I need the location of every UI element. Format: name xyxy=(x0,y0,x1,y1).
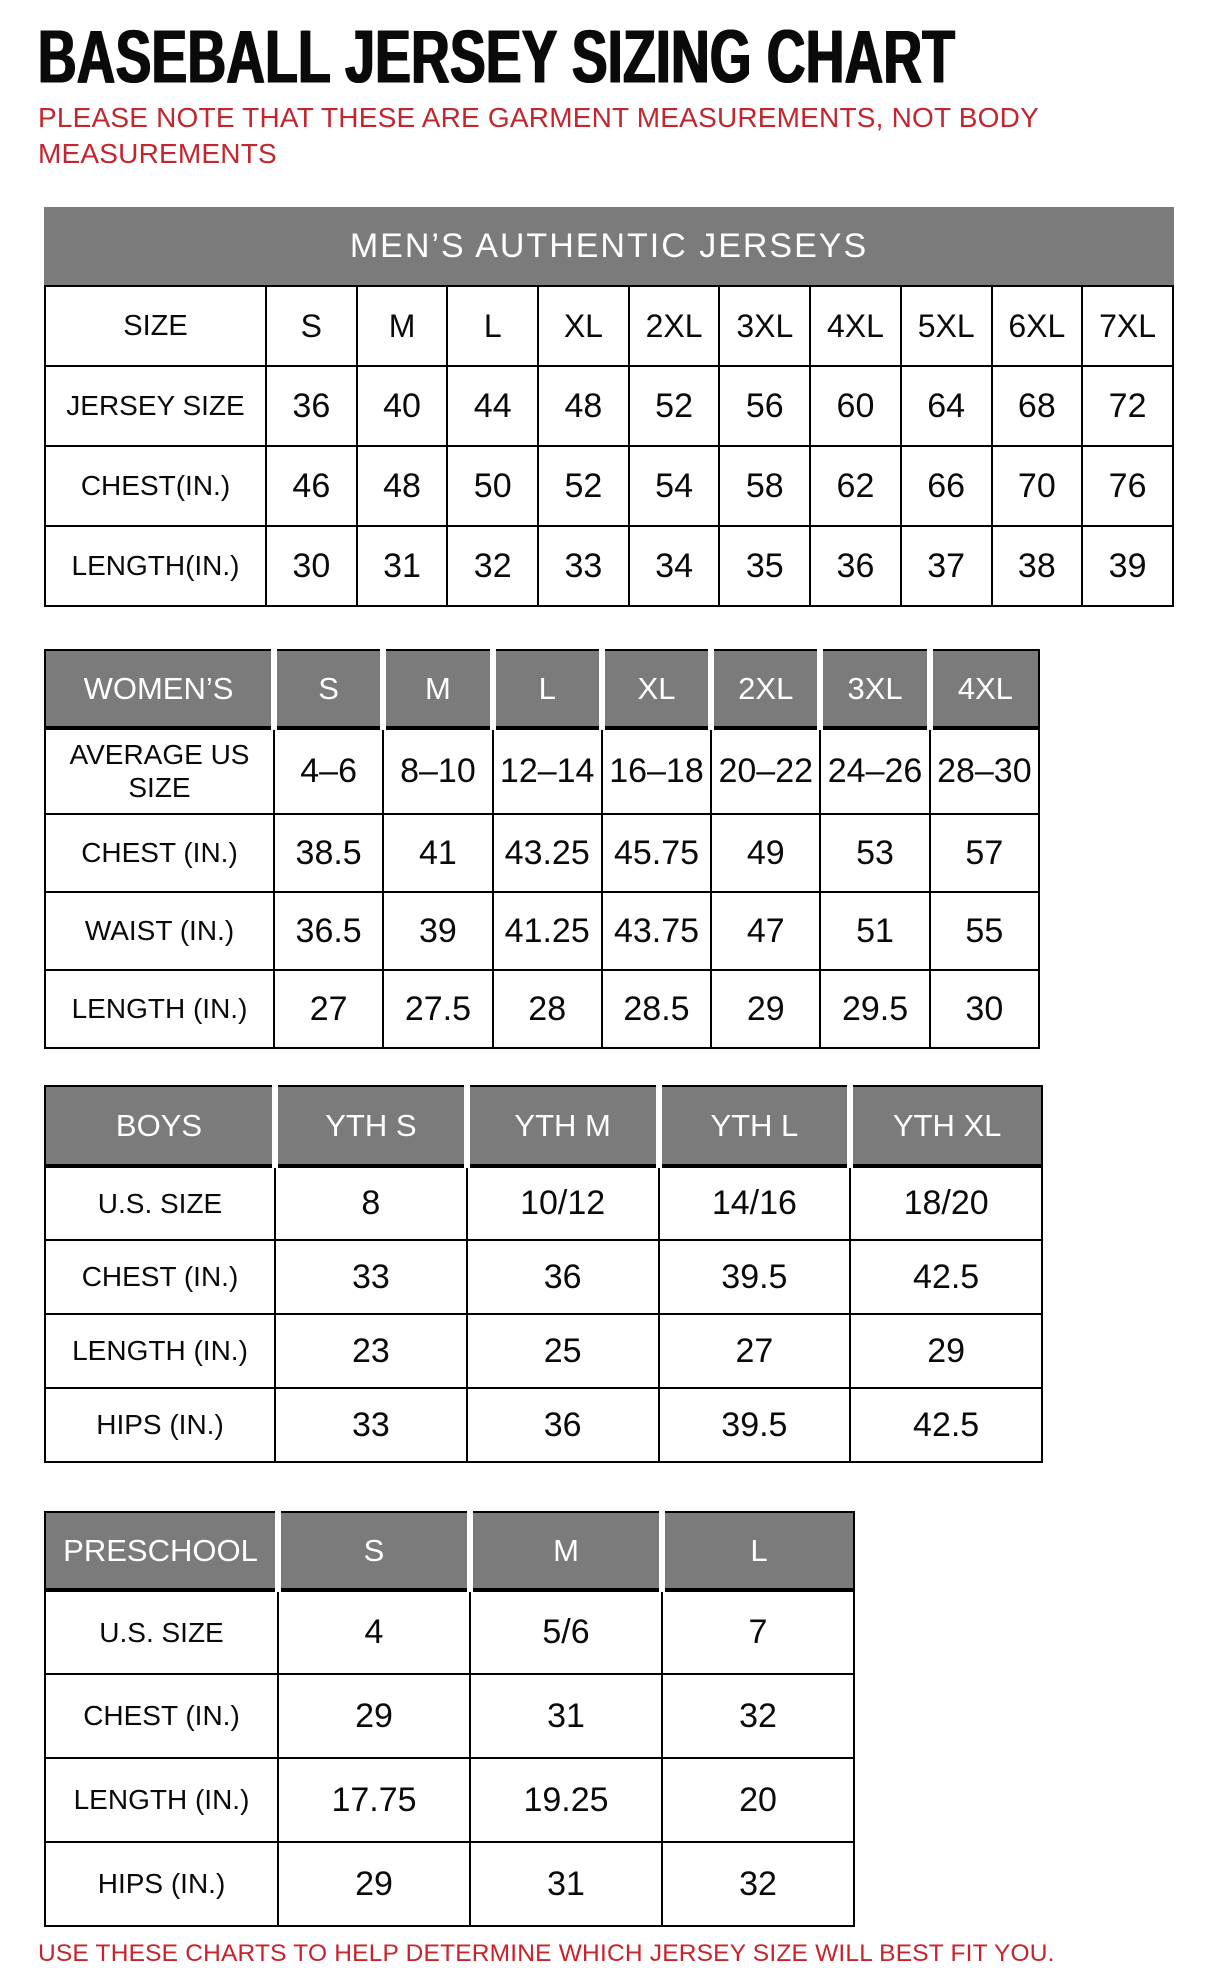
value-cell xyxy=(278,1842,470,1926)
value-cell xyxy=(629,526,720,606)
value-cell-text: 36 xyxy=(836,546,875,585)
value-cell xyxy=(470,1842,662,1926)
value-cell-text: 29 xyxy=(355,1696,393,1735)
value-cell xyxy=(493,814,602,892)
value-cell-text: 68 xyxy=(1017,386,1056,425)
garment-measurements-note: PLEASE NOTE THAT THESE ARE GARMENT MEASUREMENTS, NOT BODY MEASUREMENTS xyxy=(38,102,1039,169)
row-label-cell-text: CHEST(IN.) xyxy=(80,470,231,502)
value-cell-text: 36 xyxy=(543,1257,582,1296)
size-header-cell-text: XL xyxy=(637,670,676,706)
size-header-row xyxy=(45,650,1039,728)
value-cell-text: 36 xyxy=(292,386,331,425)
value-cell-text: 12–14 xyxy=(499,752,595,791)
size-header-row xyxy=(45,1086,1042,1166)
value-cell xyxy=(467,1240,659,1314)
value-cell-text: 4 xyxy=(364,1613,384,1652)
value-cell-text: 8 xyxy=(361,1184,381,1223)
value-cell-text: 48 xyxy=(564,386,603,425)
value-cell-text: XL xyxy=(563,307,603,344)
value-cell-text: 72 xyxy=(1108,386,1147,425)
value-cell-text: 57 xyxy=(965,833,1004,872)
value-cell-text: 39 xyxy=(419,911,457,950)
size-header-cell-text: M xyxy=(553,1532,579,1568)
value-cell-text: 20 xyxy=(739,1780,777,1819)
value-cell-text: 48 xyxy=(383,466,421,505)
row-label-cell xyxy=(45,970,274,1048)
row-label-cell xyxy=(45,1674,278,1758)
value-cell xyxy=(810,526,901,606)
value-cell xyxy=(901,366,992,446)
size-header-cell-text: YTH XL xyxy=(892,1107,1002,1143)
row-label-cell-text: WAIST (IN.) xyxy=(84,915,235,947)
measurement-row xyxy=(45,1674,854,1758)
value-cell-text: 64 xyxy=(927,386,966,425)
size-header-cell xyxy=(602,650,711,728)
value-cell xyxy=(711,892,820,970)
value-cell-text: 32 xyxy=(473,546,512,585)
value-cell xyxy=(1082,286,1173,366)
value-cell xyxy=(278,1590,470,1674)
value-cell xyxy=(930,814,1039,892)
value-cell-text: 19.25 xyxy=(523,1780,609,1819)
measurement-row xyxy=(45,1590,854,1674)
value-cell xyxy=(901,286,992,366)
value-cell-text: L xyxy=(483,307,502,344)
value-cell xyxy=(602,728,711,814)
value-cell xyxy=(930,728,1039,814)
size-header-cell xyxy=(662,1512,854,1590)
value-cell-text: 27.5 xyxy=(404,989,472,1028)
row-label-cell xyxy=(45,1314,275,1388)
value-cell-text: 31 xyxy=(383,546,421,585)
value-cell xyxy=(992,366,1083,446)
value-cell-text: 38.5 xyxy=(295,833,362,872)
value-cell-text: 36 xyxy=(543,1405,582,1444)
group-label-cell xyxy=(45,1086,275,1166)
value-cell-text: 33 xyxy=(351,1257,390,1296)
size-header-row xyxy=(45,1512,854,1590)
size-header-cell-text: 3XL xyxy=(847,670,903,706)
row-label-cell-text: AVERAGE US SIZE xyxy=(69,739,250,803)
value-cell-text: 29 xyxy=(927,1331,966,1370)
value-cell xyxy=(493,970,602,1048)
value-cell-text: 33 xyxy=(351,1405,390,1444)
value-cell-text: 30 xyxy=(292,546,331,585)
value-cell-text: 25 xyxy=(543,1331,582,1370)
value-cell-text: 5XL xyxy=(917,307,975,344)
row-label-cell-text: LENGTH (IN.) xyxy=(71,993,248,1025)
value-cell-text: 8–10 xyxy=(400,752,476,791)
value-cell-text: S xyxy=(300,307,323,344)
value-cell-text: 49 xyxy=(746,833,785,872)
value-cell-text: 39.5 xyxy=(721,1405,788,1444)
value-cell xyxy=(274,892,383,970)
value-cell-text: 70 xyxy=(1017,466,1056,505)
value-cell xyxy=(447,526,538,606)
row-label-cell-text: LENGTH (IN.) xyxy=(73,1784,250,1816)
value-cell-text: 53 xyxy=(856,833,894,872)
value-cell-text: 66 xyxy=(927,466,966,505)
row-label-cell xyxy=(45,1166,275,1240)
row-label-cell xyxy=(45,1758,278,1842)
size-header-cell-text: S xyxy=(318,670,339,706)
value-cell-text: 31 xyxy=(547,1864,585,1903)
row-label-cell-text: HIPS (IN.) xyxy=(97,1868,226,1900)
value-cell-text: 16–18 xyxy=(609,752,704,791)
group-label-cell-text: BOYS xyxy=(115,1107,203,1143)
size-header-cell-text: YTH S xyxy=(325,1107,417,1143)
value-cell-text: 52 xyxy=(564,466,603,505)
value-cell-text: 6XL xyxy=(1008,307,1066,344)
value-cell xyxy=(719,446,810,526)
value-cell-text: 28–30 xyxy=(937,752,1032,791)
value-cell xyxy=(383,970,492,1048)
size-header-cell-text: YTH L xyxy=(710,1107,799,1143)
row-label-cell xyxy=(45,526,266,606)
value-cell-text: 38 xyxy=(1017,546,1056,585)
value-cell xyxy=(850,1388,1042,1462)
value-cell xyxy=(538,286,629,366)
measurement-row xyxy=(45,286,1173,366)
value-cell xyxy=(357,526,448,606)
value-cell xyxy=(493,728,602,814)
size-header-cell xyxy=(711,650,820,728)
value-cell xyxy=(820,728,929,814)
value-cell xyxy=(278,1758,470,1842)
value-cell xyxy=(629,366,720,446)
value-cell xyxy=(659,1314,851,1388)
value-cell xyxy=(538,526,629,606)
value-cell-text: 51 xyxy=(856,911,894,950)
page-title xyxy=(0,0,1220,100)
value-cell xyxy=(719,366,810,446)
value-cell-text: 42.5 xyxy=(913,1257,980,1296)
page-title-text: BASEBALL JERSEY SIZING CHART xyxy=(38,15,956,100)
value-cell-text: 41.25 xyxy=(504,911,590,950)
value-cell xyxy=(850,1240,1042,1314)
value-cell-text: 50 xyxy=(473,466,512,505)
value-cell-text: 34 xyxy=(655,546,693,585)
preschool-sizing-table xyxy=(44,1511,855,1927)
measurement-row xyxy=(45,1166,1042,1240)
mens-sizing-table xyxy=(44,285,1174,607)
value-cell xyxy=(662,1674,854,1758)
value-cell-text: 4–6 xyxy=(300,752,357,791)
row-label-cell xyxy=(45,892,274,970)
value-cell-text: 42.5 xyxy=(913,1405,980,1444)
size-header-cell xyxy=(274,650,383,728)
value-cell xyxy=(711,970,820,1048)
value-cell xyxy=(662,1758,854,1842)
value-cell-text: 43.75 xyxy=(613,911,700,950)
value-cell-text: 33 xyxy=(564,546,603,585)
value-cell-text: 39.5 xyxy=(721,1257,788,1296)
size-header-cell xyxy=(493,650,602,728)
size-header-cell xyxy=(275,1086,467,1166)
row-label-cell-text: CHEST (IN.) xyxy=(81,837,238,869)
value-cell-text: 37 xyxy=(927,546,966,585)
row-label-cell xyxy=(45,286,266,366)
value-cell-text: 31 xyxy=(547,1696,585,1735)
value-cell xyxy=(383,892,492,970)
value-cell xyxy=(901,446,992,526)
value-cell xyxy=(274,728,383,814)
value-cell-text: 17.75 xyxy=(331,1780,417,1819)
footer-note: USE THESE CHARTS TO HELP DETERMINE WHICH JERSEY SIZE WILL BEST FIT YOU. xyxy=(38,1940,1055,1968)
value-cell xyxy=(662,1842,854,1926)
measurement-row xyxy=(45,1758,854,1842)
size-header-cell xyxy=(820,650,929,728)
value-cell xyxy=(266,446,357,526)
value-cell xyxy=(602,892,711,970)
value-cell-text: 20–22 xyxy=(718,752,814,791)
value-cell-text: 44 xyxy=(473,386,512,425)
value-cell xyxy=(820,814,929,892)
group-label-cell-text: PRESCHOOL xyxy=(63,1532,258,1568)
measurement-row xyxy=(45,526,1173,606)
value-cell-text: 27 xyxy=(735,1331,774,1370)
value-cell xyxy=(711,814,820,892)
value-cell-text: 36.5 xyxy=(295,911,362,950)
value-cell xyxy=(659,1166,851,1240)
value-cell-text: 7XL xyxy=(1099,307,1157,344)
value-cell xyxy=(719,526,810,606)
value-cell-text: 3XL xyxy=(736,307,794,344)
row-label-cell-text: CHEST (IN.) xyxy=(83,1700,240,1732)
value-cell xyxy=(275,1314,467,1388)
value-cell-text: 5/6 xyxy=(542,1613,590,1652)
value-cell-text: 52 xyxy=(655,386,693,425)
value-cell-text: 54 xyxy=(655,466,693,505)
value-cell-text: 32 xyxy=(739,1696,777,1735)
row-label-cell-text: U.S. SIZE xyxy=(99,1616,224,1648)
value-cell-text: 76 xyxy=(1108,466,1147,505)
value-cell-text: 2XL xyxy=(645,307,703,344)
row-label-cell xyxy=(45,728,274,814)
measurement-row xyxy=(45,1314,1042,1388)
value-cell-text: 47 xyxy=(746,911,785,950)
value-cell xyxy=(447,366,538,446)
value-cell-text: 45.75 xyxy=(613,833,700,872)
row-label-cell xyxy=(45,1842,278,1926)
row-label-cell-text: SIZE xyxy=(123,309,188,342)
row-label-cell-text: CHEST (IN.) xyxy=(81,1261,239,1293)
value-cell xyxy=(275,1388,467,1462)
group-label-cell xyxy=(45,650,274,728)
value-cell xyxy=(992,526,1083,606)
value-cell xyxy=(275,1166,467,1240)
value-cell-text: 60 xyxy=(836,386,875,425)
size-header-cell xyxy=(467,1086,659,1166)
value-cell xyxy=(383,728,492,814)
row-label-cell-text: LENGTH (IN.) xyxy=(72,1335,248,1367)
value-cell xyxy=(467,1388,659,1462)
value-cell xyxy=(850,1166,1042,1240)
size-header-cell xyxy=(850,1086,1042,1166)
value-cell xyxy=(662,1590,854,1674)
value-cell xyxy=(719,286,810,366)
value-cell-text: 30 xyxy=(965,989,1004,1028)
value-cell xyxy=(629,446,720,526)
value-cell xyxy=(930,970,1039,1048)
size-header-cell xyxy=(930,650,1039,728)
size-header-cell xyxy=(470,1512,662,1590)
row-label-cell xyxy=(45,1590,278,1674)
value-cell xyxy=(629,286,720,366)
value-cell-text: 43.25 xyxy=(504,833,590,872)
value-cell xyxy=(602,970,711,1048)
value-cell xyxy=(357,446,448,526)
measurement-row xyxy=(45,1240,1042,1314)
value-cell xyxy=(275,1240,467,1314)
value-cell xyxy=(711,728,820,814)
value-cell-text: 7 xyxy=(748,1613,768,1652)
value-cell xyxy=(266,286,357,366)
measurement-row xyxy=(45,446,1173,526)
measurement-row xyxy=(45,814,1039,892)
value-cell xyxy=(659,1388,851,1462)
value-cell xyxy=(447,446,538,526)
size-header-cell-text: S xyxy=(363,1532,385,1568)
group-label-cell xyxy=(45,1512,278,1590)
row-label-cell-text: JERSEY SIZE xyxy=(66,390,245,422)
value-cell-text: 41 xyxy=(419,833,457,872)
value-cell xyxy=(383,814,492,892)
size-header-cell-text: YTH M xyxy=(514,1107,611,1143)
value-cell xyxy=(810,446,901,526)
womens-sizing-table xyxy=(44,649,1040,1049)
size-header-cell-text: 2XL xyxy=(738,670,794,706)
size-header-cell-text: L xyxy=(750,1532,768,1568)
value-cell-text: 58 xyxy=(745,466,784,505)
value-cell xyxy=(274,814,383,892)
value-cell xyxy=(538,446,629,526)
value-cell xyxy=(357,366,448,446)
measurement-row xyxy=(45,366,1173,446)
measurement-row xyxy=(45,1842,854,1926)
value-cell-text: 62 xyxy=(836,466,875,505)
value-cell-text: 46 xyxy=(292,466,331,505)
size-header-cell xyxy=(383,650,492,728)
row-label-cell xyxy=(45,366,266,446)
row-label-cell xyxy=(45,1240,275,1314)
value-cell xyxy=(659,1240,851,1314)
group-label-cell-text: WOMEN’S xyxy=(83,670,234,706)
value-cell xyxy=(266,366,357,446)
value-cell xyxy=(1082,366,1173,446)
mens-authentic-jerseys-banner: MEN’S AUTHENTIC JERSEYS xyxy=(44,207,1174,285)
value-cell-text: 10/12 xyxy=(520,1184,606,1223)
value-cell-text: 18/20 xyxy=(903,1184,989,1223)
value-cell-text: 35 xyxy=(745,546,784,585)
value-cell-text: M xyxy=(388,307,416,344)
value-cell xyxy=(357,286,448,366)
value-cell-text: 56 xyxy=(745,386,784,425)
value-cell-text: 27 xyxy=(309,989,348,1028)
value-cell xyxy=(266,526,357,606)
value-cell-text: 55 xyxy=(965,911,1004,950)
value-cell xyxy=(1082,446,1173,526)
value-cell xyxy=(810,286,901,366)
value-cell xyxy=(930,892,1039,970)
measurement-row xyxy=(45,892,1039,970)
size-header-cell-text: M xyxy=(425,670,451,706)
value-cell xyxy=(820,970,929,1048)
row-label-cell-text: U.S. SIZE xyxy=(97,1187,223,1219)
value-cell-text: 14/16 xyxy=(711,1184,797,1223)
value-cell xyxy=(1082,526,1173,606)
measurement-row xyxy=(45,1388,1042,1462)
value-cell xyxy=(602,814,711,892)
value-cell-text: 4XL xyxy=(827,307,884,344)
value-cell xyxy=(470,1674,662,1758)
measurement-row xyxy=(45,970,1039,1048)
row-label-cell xyxy=(45,446,266,526)
value-cell-text: 23 xyxy=(351,1331,390,1370)
row-label-cell-text: HIPS (IN.) xyxy=(96,1409,224,1441)
value-cell xyxy=(538,366,629,446)
value-cell xyxy=(274,970,383,1048)
value-cell xyxy=(901,526,992,606)
value-cell-text: 40 xyxy=(383,386,421,425)
value-cell xyxy=(447,286,538,366)
value-cell xyxy=(820,892,929,970)
value-cell xyxy=(470,1758,662,1842)
value-cell xyxy=(278,1674,470,1758)
value-cell-text: 29.5 xyxy=(841,989,909,1028)
value-cell xyxy=(467,1314,659,1388)
value-cell-text: 32 xyxy=(739,1864,777,1903)
size-header-cell-text: L xyxy=(538,670,556,706)
value-cell xyxy=(470,1590,662,1674)
value-cell-text: 29 xyxy=(746,989,785,1028)
value-cell xyxy=(810,366,901,446)
value-cell-text: 28.5 xyxy=(623,989,690,1028)
measurement-row xyxy=(45,728,1039,814)
size-header-cell-text: 4XL xyxy=(957,670,1013,706)
size-header-cell xyxy=(278,1512,470,1590)
value-cell xyxy=(493,892,602,970)
row-label-cell xyxy=(45,1388,275,1462)
value-cell-text: 28 xyxy=(528,989,567,1028)
value-cell-text: 24–26 xyxy=(827,752,923,791)
row-label-cell xyxy=(45,814,274,892)
value-cell xyxy=(992,286,1083,366)
size-header-cell xyxy=(659,1086,851,1166)
row-label-cell-text: LENGTH(IN.) xyxy=(71,550,240,582)
value-cell-text: 29 xyxy=(355,1864,393,1903)
value-cell xyxy=(467,1166,659,1240)
value-cell xyxy=(850,1314,1042,1388)
boys-sizing-table xyxy=(44,1085,1043,1463)
value-cell-text: 39 xyxy=(1108,546,1147,585)
value-cell xyxy=(992,446,1083,526)
